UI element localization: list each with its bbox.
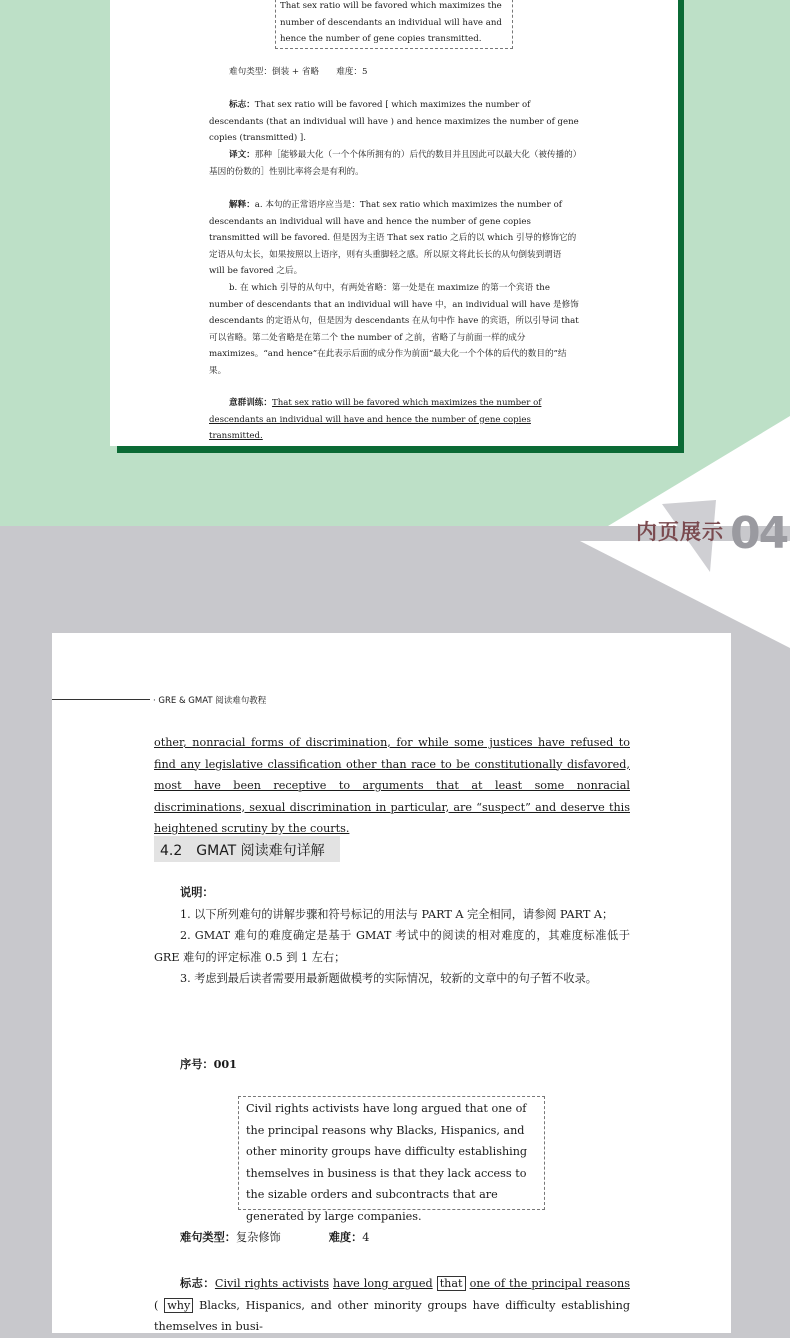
- note-3: 3. 考虑到最后读者需要用最新题做模考的实际情况，较新的文章中的句子暂不收录。: [180, 972, 597, 985]
- header-rule: [52, 699, 150, 700]
- serial-number: 序号：001: [180, 1057, 237, 1071]
- mark-para: [154, 1273, 630, 1338]
- mark-object: one of the principal reasons: [469, 1277, 630, 1290]
- top-expl-b: b. 在 which 引导的从句中，有两处省略：第一处是在 maximize 的第一个宾语 the number of descendants that an individual will have 中，an individual will have 是修饰 descendants 的定语从句，但是因为 descendants 在从句中作 have 的宾语，所以引导词 that 可以省略。第二处省略是在第二个 the number of 之前，省略了与前面一样的成分 maximizes。“and hence”在此表示后面的成分作为前面“最大化一个个体的后代的数目的”结果。: [209, 283, 579, 376]
- mark-label: 标志：: [180, 1276, 215, 1290]
- section-title: 4.2 GMAT 阅读难句详解: [160, 843, 325, 859]
- mark-that: that: [437, 1276, 466, 1291]
- note-1: 1. 以下所列难句的讲解步骤和符号标记的用法与 PART A 完全相同，请参阅 PART A；: [180, 907, 614, 921]
- top-train-text: That sex ratio will be favored which maximizes the number of descendants an individual will have and hence the number of gene copies transmitted.: [209, 398, 542, 442]
- top-type-line: 难句类型：倒装 + 省略 难度：5: [229, 67, 368, 77]
- header-text: GRE & GMAT 阅读难句教程: [158, 696, 267, 706]
- type-label: 难句类型：: [180, 1230, 236, 1244]
- top-box-text: That sex ratio will be favored which maximizes the number of descendants an individual will have and hence the number of gene copies transmitted.: [280, 1, 502, 45]
- top-train-para: [209, 395, 579, 445]
- mark-subject: Civil rights activists: [214, 1277, 329, 1290]
- type-line: [180, 1227, 656, 1249]
- top-expl-a: a. 本句的正常语序应当是：That sex ratio which maximizes the number of descendants an individual will have and hence the number of gene copies transmitted will be favored. 但是因为主语 That sex ratio 之后的以 which 引导的修饰它的定语从句太长，如果按照以上语序，则有头重脚轻之感。所以原文将此长长的从句倒装到谓语 will be favored 之后。: [209, 200, 577, 277]
- difficulty-label: 难度：: [328, 1230, 363, 1244]
- note-block: [154, 882, 630, 990]
- mark-why: why: [164, 1298, 193, 1313]
- top-expl-label: 解释：: [229, 200, 255, 210]
- banner-text: 内页展示: [636, 520, 724, 544]
- top-trans-para: [209, 147, 579, 180]
- top-mark-para: [209, 97, 579, 147]
- mark-rest: Blacks, Hispanics, and other minority groups have difficulty establishing themselves in busi-: [154, 1298, 630, 1333]
- paragraph-continued: other, nonracial forms of discrimination, for while some justices have refused to find any legislative classification other than race to be constitutionally disfavored, most have been receptive to arguments that at least some nonracial discriminations, sexual discrimination in particular, are “suspect” and deserve this heightened scrutiny by the courts.: [154, 736, 630, 835]
- difficulty-value: 4: [362, 1231, 370, 1244]
- top-mark-label: 标志：: [229, 100, 255, 110]
- note-label: 说明：: [180, 885, 214, 899]
- sentence-box-text: Civil rights activists have long argued that one of the principal reasons why Blacks, Hispanics, and other minority groups have difficulty establishing themselves in business is that they lack access to the sizable orders and subcontracts that are generated by large companies.: [246, 1102, 528, 1223]
- top-trans-label: 译文：: [229, 150, 255, 160]
- running-header: · GRE & GMAT 阅读难句教程: [153, 696, 267, 706]
- mark-verb: have long argued: [332, 1277, 433, 1290]
- top-train-label: 意群训练：: [229, 398, 272, 408]
- mark-paren: (: [154, 1298, 159, 1312]
- banner-number: 04: [730, 508, 788, 559]
- top-expl-para: [209, 197, 579, 280]
- type-value: 复杂修饰: [235, 1231, 281, 1244]
- top-mark-text: That sex ratio will be favored [ which maximizes the number of descendants (that an individual will have ) and hence maximizes the number of gene copies (transmitted) ].: [209, 100, 579, 144]
- top-trans-text: 那种［能够最大化（一个个体所拥有的）后代的数目并且因此可以最大化（被传播的）基因的份数的］性别比率将会是有利的。: [209, 150, 578, 177]
- note-2: 2. GMAT 难句的难度确定是基于 GMAT 考试中的阅读的相对难度的，其难度标准低于 GRE 难句的评定标准 0.5 到 1 左右；: [154, 929, 630, 964]
